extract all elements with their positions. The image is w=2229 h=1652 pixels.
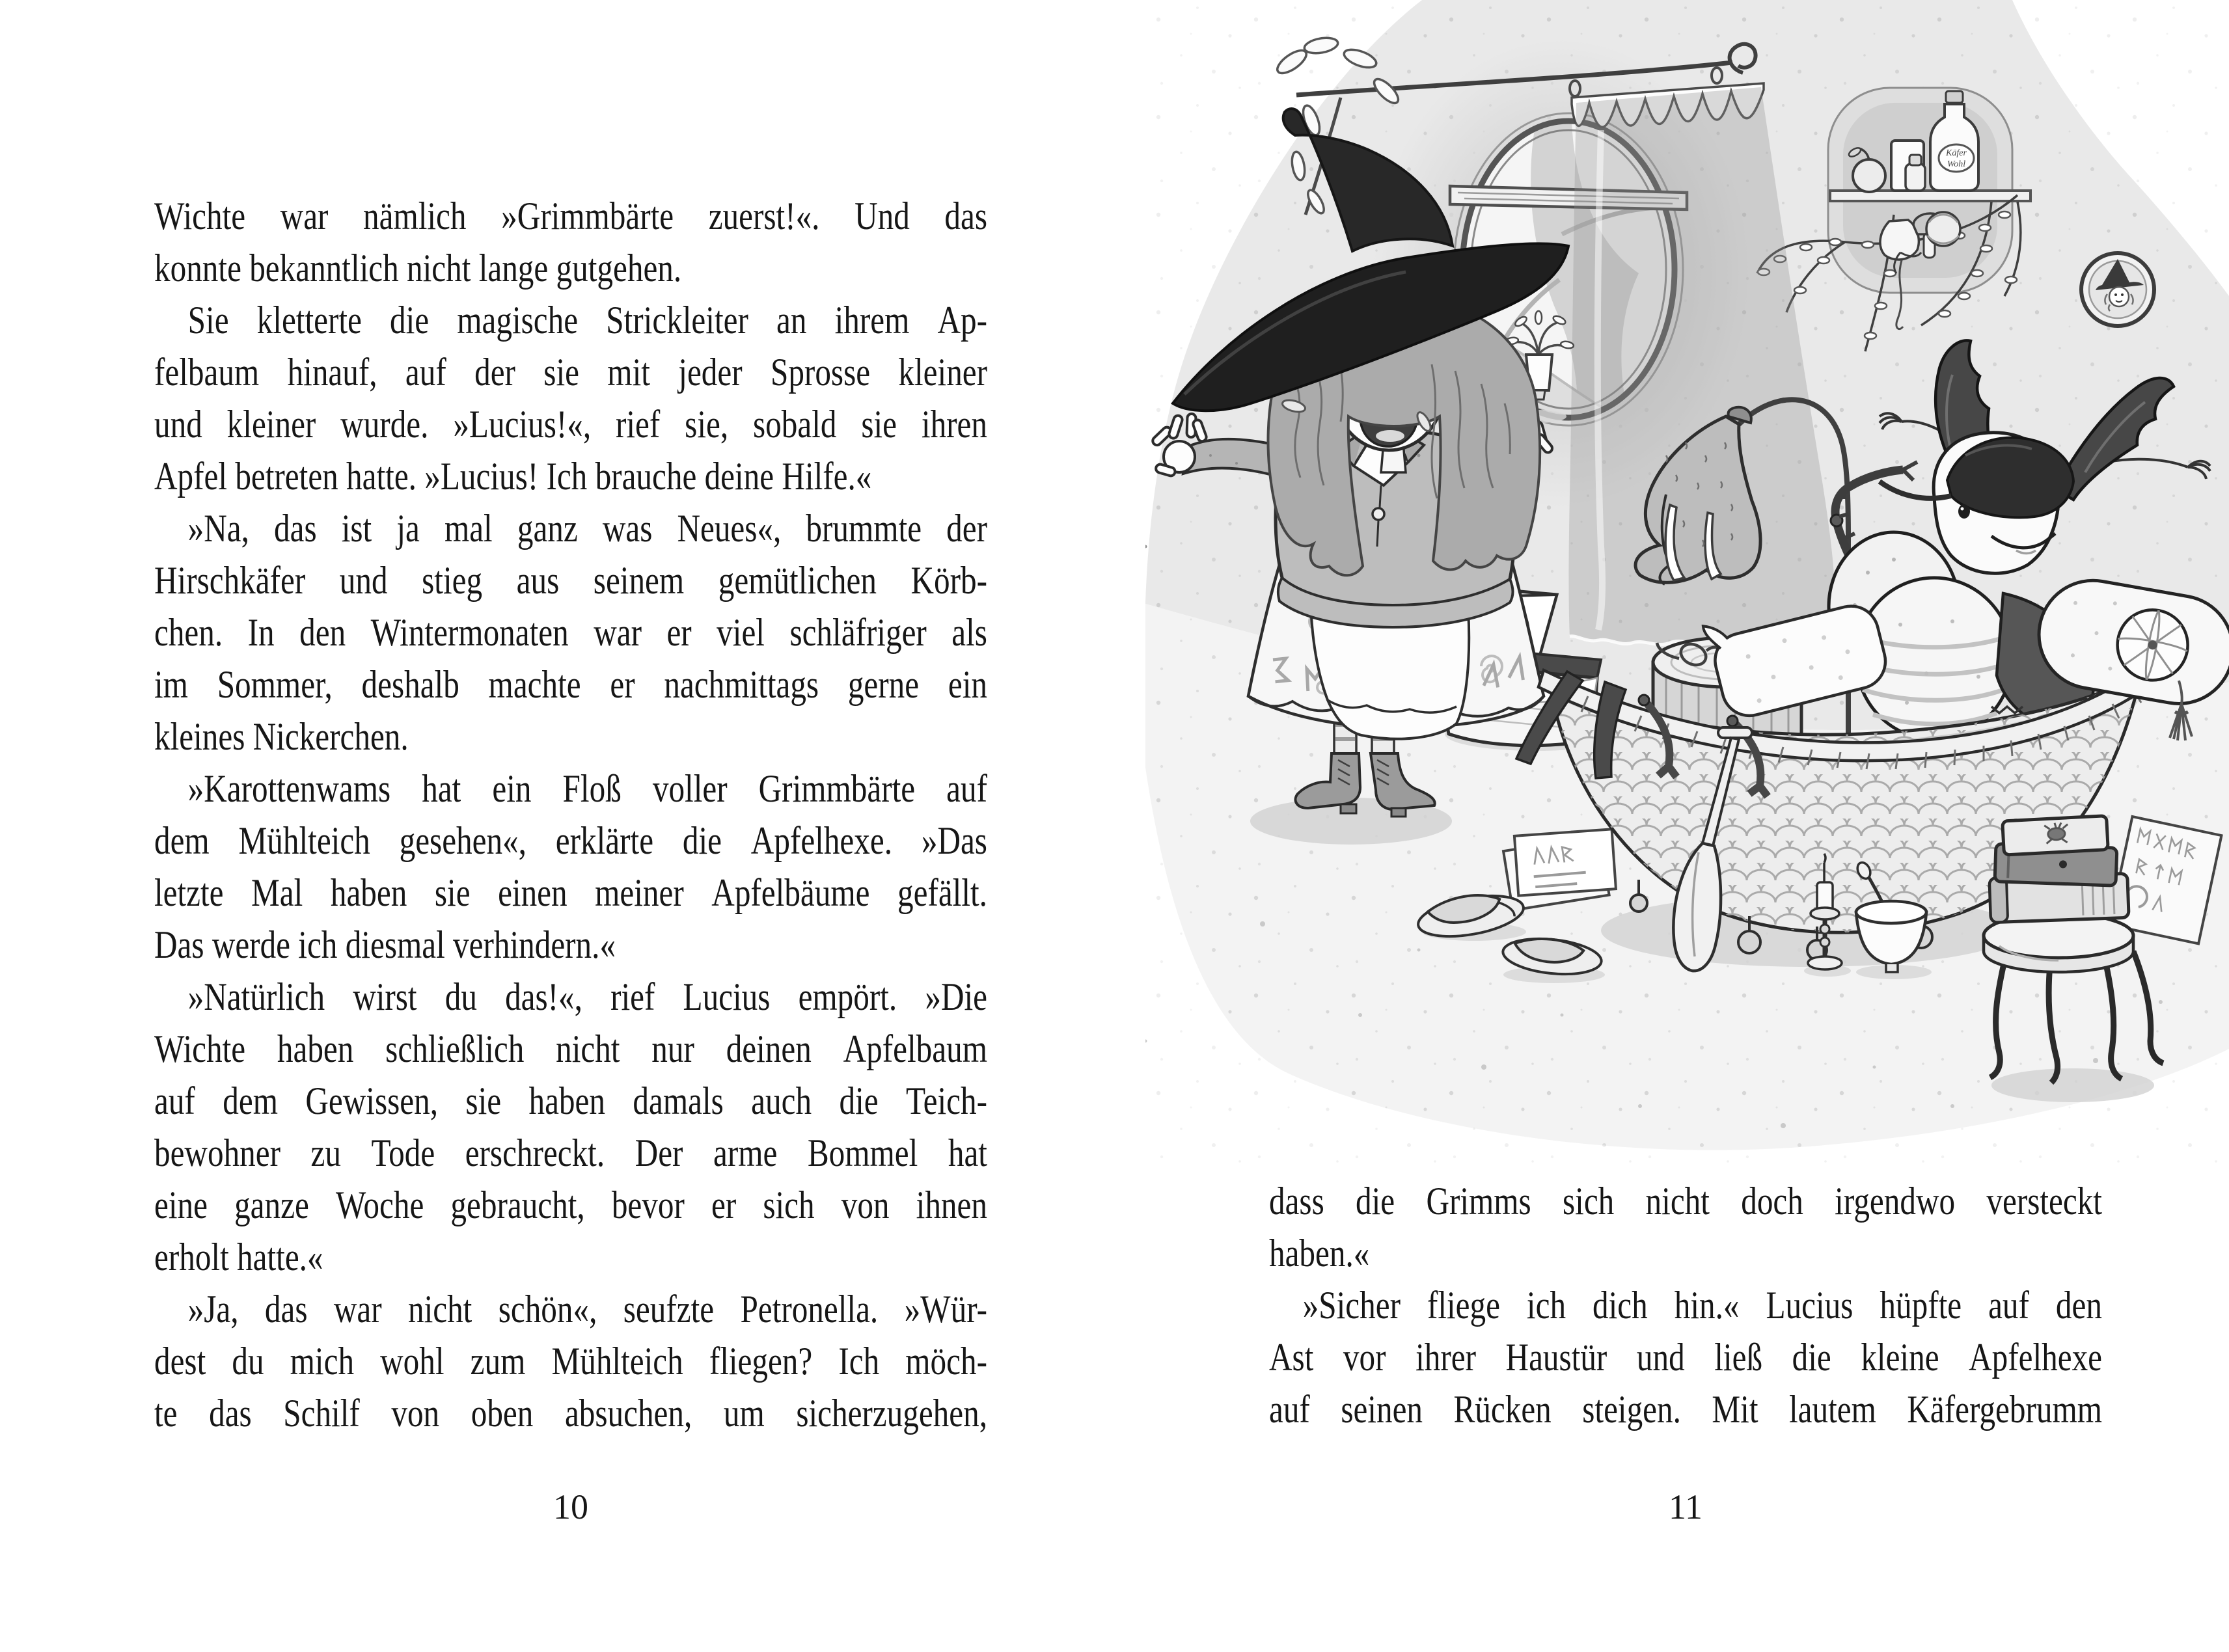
- shelf-plank: [1830, 191, 2031, 201]
- small-bottle: [1906, 155, 1925, 191]
- text-line: chen. In den Wintermonaten war er viel schläfriger als: [154, 611, 987, 654]
- text-line: dass die Grimms sich nicht doch irgendwo versteckt: [1269, 1180, 2102, 1223]
- text-line: Wichte war nämlich »Grimmbärte zuerst!«. Und das: [154, 195, 987, 237]
- text-line: im Sommer, deshalb machte er nachmittags gerne ein: [154, 663, 987, 706]
- text-line: konnte bekanntlich nicht lange gutgehen.: [154, 247, 682, 290]
- text-line: kleines Nickerchen.: [154, 715, 409, 758]
- text-line: »Na, das ist ja mal ganz was Neues«, brummte der: [187, 507, 987, 550]
- text-line: »Natürlich wirst du das!«, rief Lucius empört. »Die: [187, 975, 988, 1018]
- text-line: bewohner zu Tode erschreckt. Der arme Bommel hat: [154, 1131, 987, 1174]
- book-stack: [1990, 816, 2129, 923]
- text-line: Hirschkäfer und stieg aus seinem gemütlichen Körb-: [154, 559, 988, 602]
- text-line: letzte Mal haben sie einen meiner Apfelbäume gefällt.: [154, 871, 987, 914]
- beetle-eye: [1958, 504, 1970, 519]
- right-page-text: [1269, 1175, 2102, 1435]
- text-line: dem Mühlteich gesehen«, erklärte die Apfelhexe. »Das: [154, 819, 987, 862]
- right-page-number: 11: [1669, 1487, 1703, 1526]
- text-line: auf seinen Rücken steigen. Mit lautem Käfergebrumm: [1269, 1388, 2103, 1431]
- text-line: felbaum hinauf, auf der sie mit jeder Sprosse kleiner: [154, 351, 988, 394]
- text-line: Ast vor ihrer Haustür und ließ die kleine Apfelhexe: [1269, 1336, 2103, 1379]
- text-line: »Ja, das war nicht schön«, seufzte Petronella. »Wür-: [187, 1288, 988, 1331]
- left-page-number: 10: [553, 1487, 588, 1526]
- text-line: »Karottenwams hat ein Floß voller Grimmbärte auf: [187, 767, 987, 810]
- text-line: Apfel betreten hatte. »Lucius! Ich brauche deine Hilfe.«: [154, 455, 872, 498]
- text-line: »Sicher fliege ich dich hin.« Lucius hüpfte auf den: [1302, 1284, 2102, 1327]
- bottle-label-text-2: Wohl: [1947, 159, 1966, 169]
- text-line: Wichte haben schließlich nicht nur deinen Apfelbaum: [154, 1027, 987, 1070]
- text-line: und kleiner wurde. »Lucius!«, rief sie, sobald sie ihren: [154, 403, 987, 446]
- text-line: te das Schilf von oben absuchen, um sicherzugehen,: [154, 1392, 988, 1435]
- text-line: auf dem Gewissen, sie haben damals auch die Teich-: [154, 1079, 987, 1122]
- left-page-text: [154, 190, 987, 1439]
- witch-portrait: [2081, 253, 2154, 326]
- text-line: erholt hatte.«: [154, 1236, 323, 1279]
- text-line: dest du mich wohl zum Mühlteich fliegen? Ich möch-: [154, 1340, 987, 1383]
- bottle-label-text-1: Käfer: [1946, 148, 1967, 158]
- text-line: haben.«: [1269, 1232, 1370, 1275]
- illustration-witch-room: [1145, 0, 2229, 1171]
- text-line: Sie kletterte die magische Strickleiter an ihrem Ap-: [187, 299, 988, 342]
- book-top: [2003, 816, 2109, 855]
- text-line: eine ganze Woche gebraucht, bevor er sich von ihnen: [154, 1184, 987, 1226]
- text-line: Das werde ich diesmal verhindern.«: [154, 923, 616, 966]
